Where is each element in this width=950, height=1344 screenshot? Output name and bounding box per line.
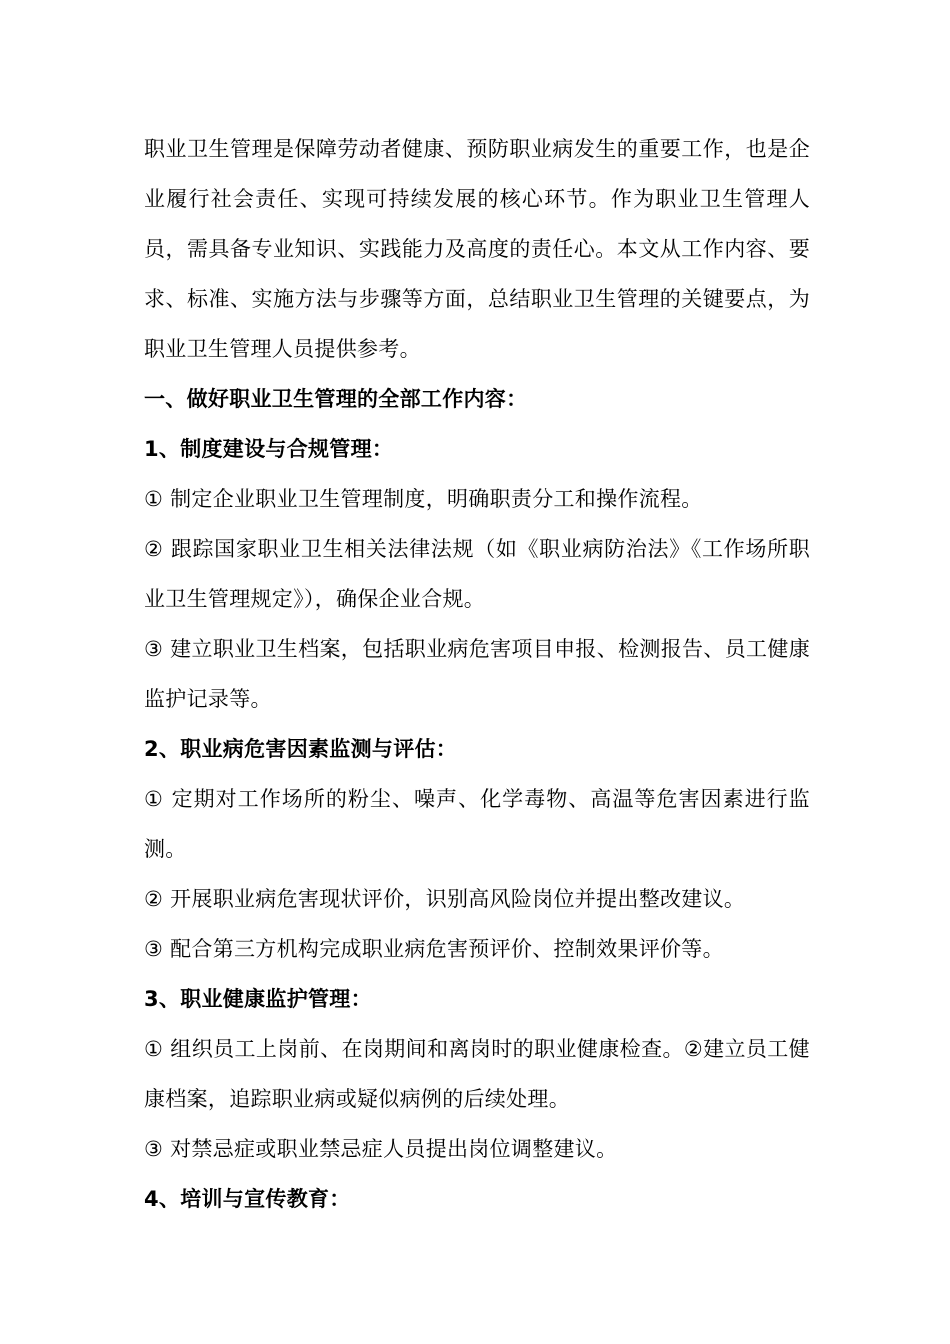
list-item: ① 制定企业职业卫生管理制度，明确职责分工和操作流程。 xyxy=(144,487,703,511)
document-page xyxy=(144,124,810,1224)
intro-paragraph: 职业卫生管理是保障劳动者健康、预防职业病发生的重要工作，也是企业履行社会责任、实现可持续发展的核心环节。作为职业卫生管理人员，需具备专业知识、实践能力及高度的责任心。本文从工作内容、要求、标准、实施方法与步骤等方面，总结职业卫生管理的关键要点，为职业卫生管理人员提供参考。 xyxy=(144,137,810,361)
section-heading: 一、做好职业卫生管理的全部工作内容： xyxy=(144,387,528,411)
subsection-heading-1: 1、制度建设与合规管理： xyxy=(144,437,394,461)
list-item: ① 定期对工作场所的粉尘、噪声、化学毒物、高温等危害因素进行监测。 xyxy=(144,787,810,861)
list-item: ① 组织员工上岗前、在岗期间和离岗时的职业健康检查。②建立员工健康档案，追踪职业病或疑似病例的后续处理。 xyxy=(144,1037,810,1111)
list-item: ③ 建立职业卫生档案，包括职业病危害项目申报、检测报告、员工健康监护记录等。 xyxy=(144,637,810,711)
list-item: ③ 配合第三方机构完成职业病危害预评价、控制效果评价等。 xyxy=(144,937,724,961)
subsection-heading-4: 4、培训与宣传教育： xyxy=(144,1187,351,1211)
list-item: ② 开展职业病危害现状评价，识别高风险岗位并提出整改建议。 xyxy=(144,887,746,911)
list-item: ② 跟踪国家职业卫生相关法律法规（如《职业病防治法》《工作场所职业卫生管理规定》），确保企业合规。 xyxy=(144,537,810,611)
subsection-heading-2: 2、职业病危害因素监测与评估： xyxy=(144,737,458,761)
subsection-heading-3: 3、职业健康监护管理： xyxy=(144,987,372,1011)
list-item: ③ 对禁忌症或职业禁忌症人员提出岗位调整建议。 xyxy=(144,1137,618,1161)
